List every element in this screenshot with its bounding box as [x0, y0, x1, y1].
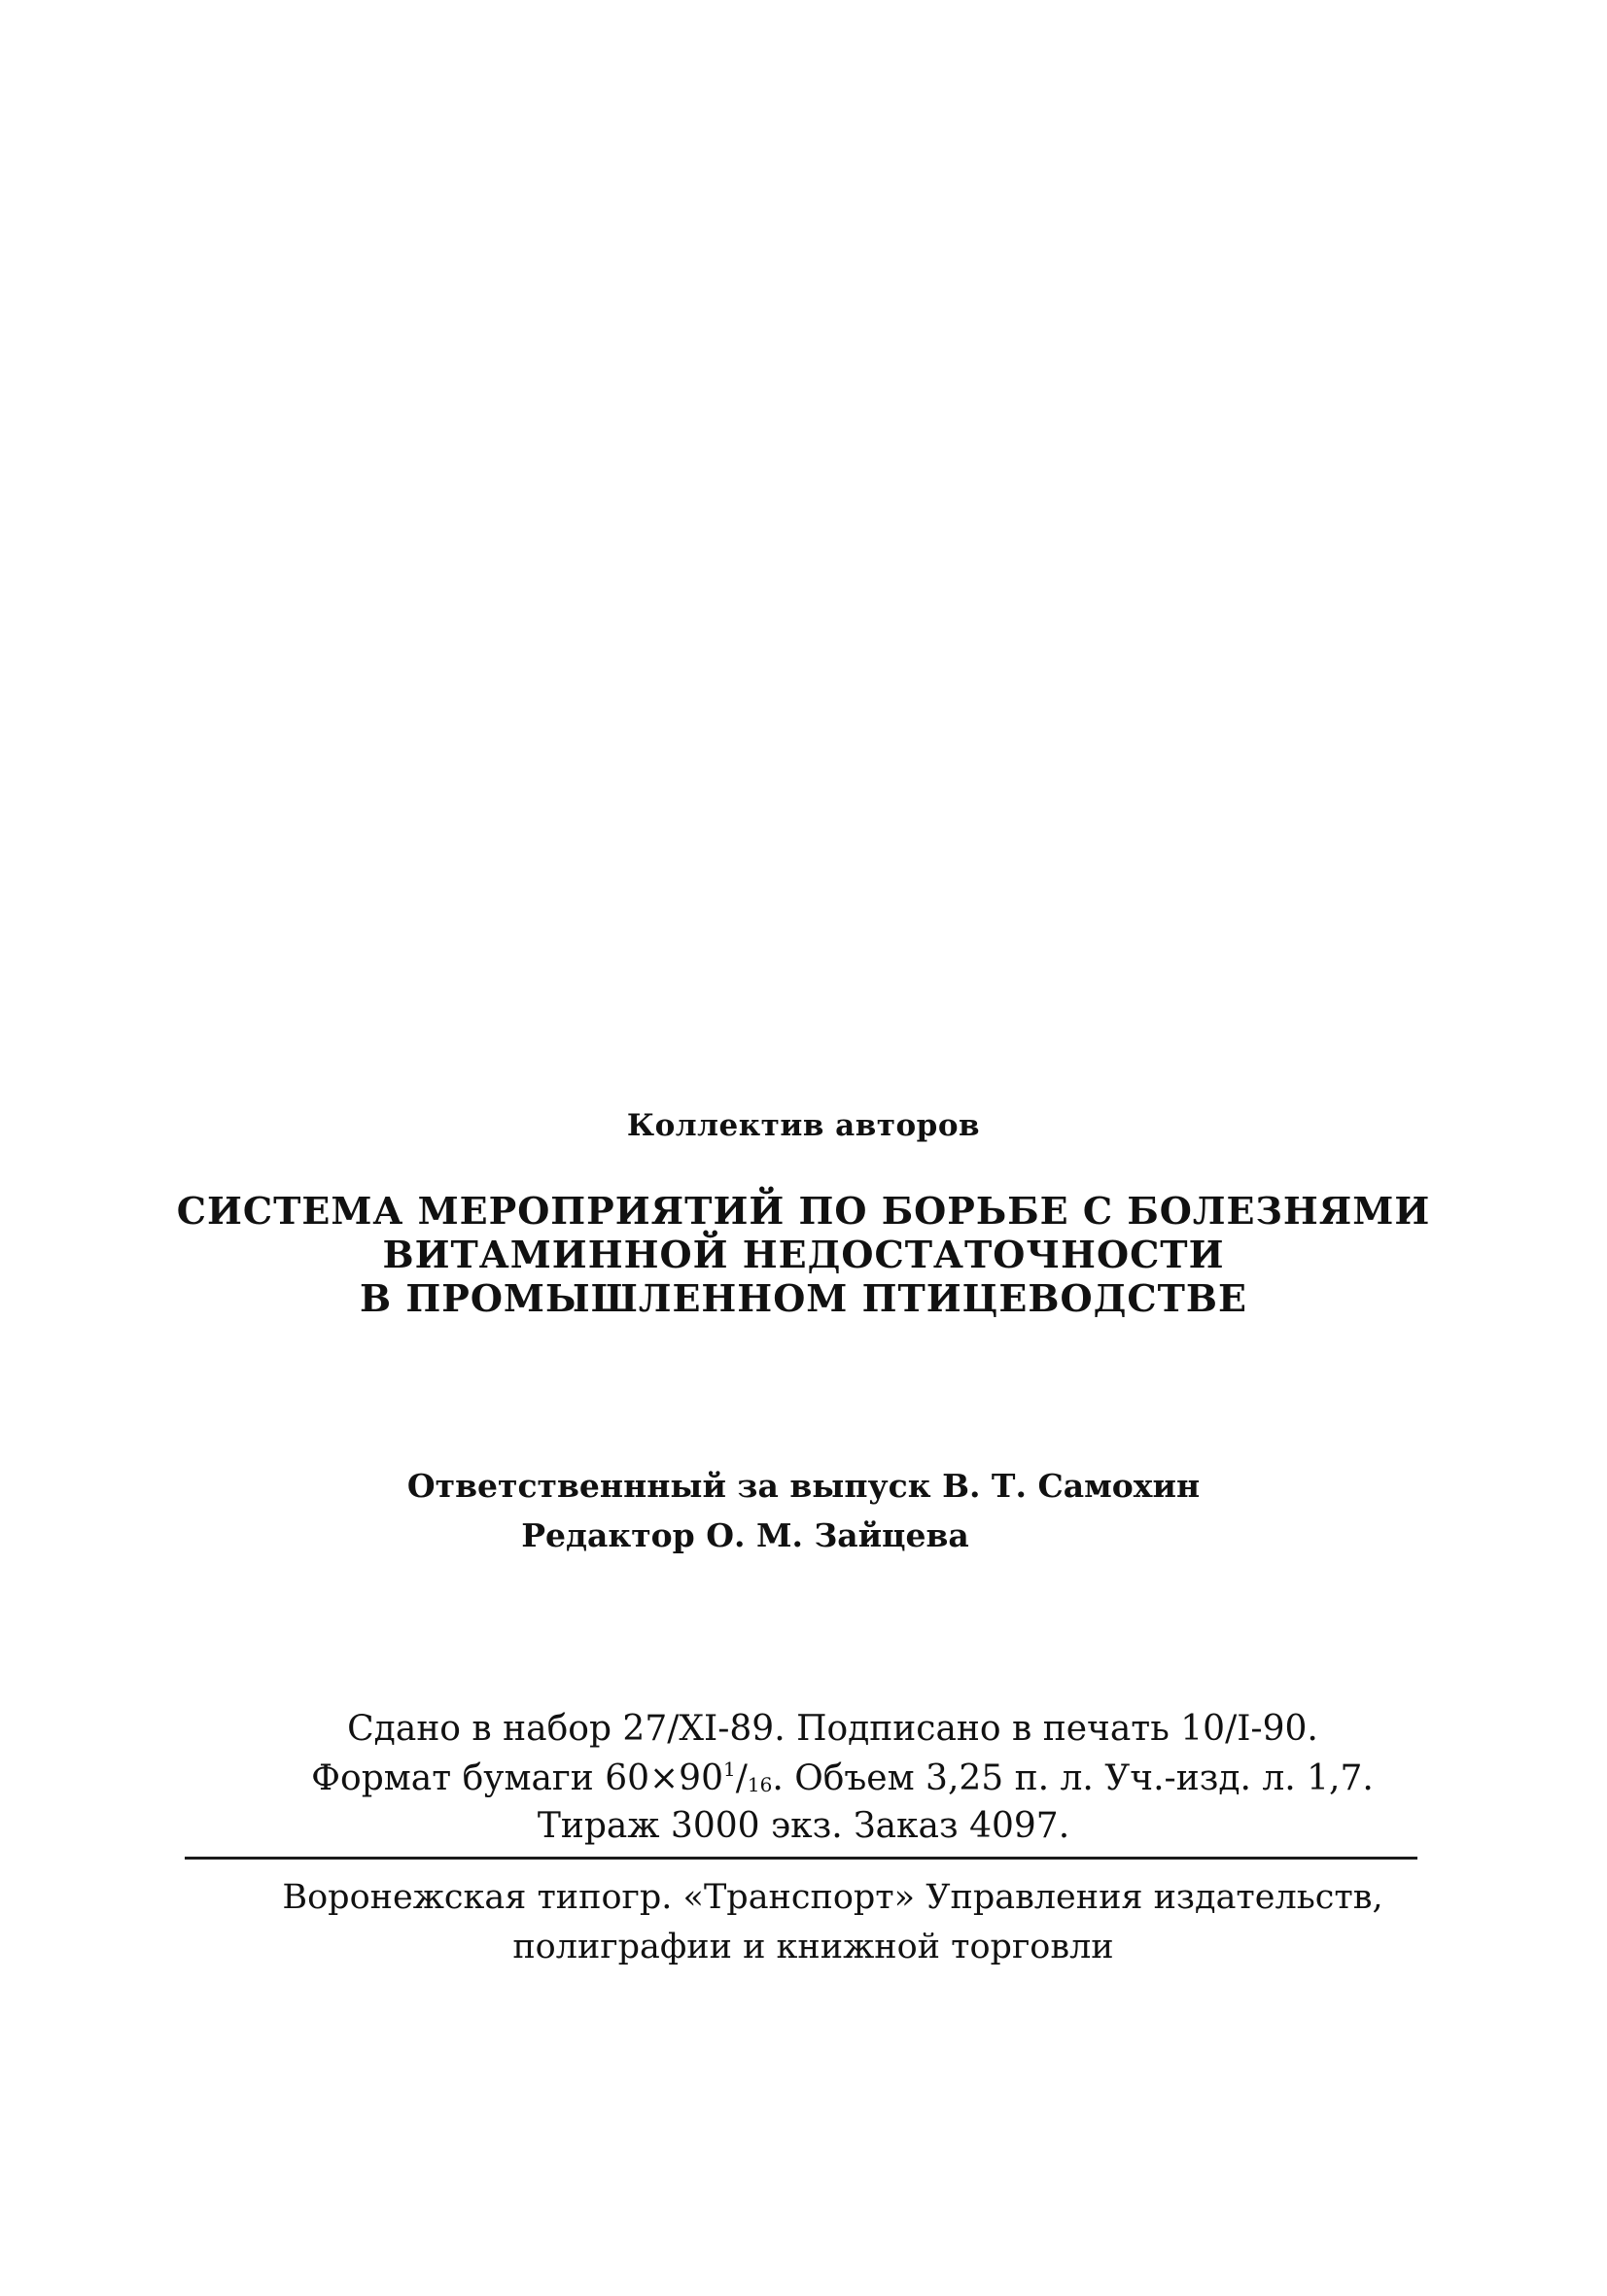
- title-line-3: В ПРОМЫШЛЕННОМ ПТИЦЕВОДСТВЕ: [360, 1276, 1247, 1320]
- title-line-2: ВИТАМИННОЙ НЕДОСТАТОЧНОСТИ: [382, 1233, 1225, 1276]
- imprint-dates: Сдано в набор 27/XI-89. Подписано в печать 10/I-90.: [347, 1709, 1318, 1749]
- authors-label: Коллектив авторов: [626, 1108, 981, 1143]
- imprint-format-prefix: Формат бумаги 60×90: [311, 1758, 723, 1798]
- responsible-editor-credit: Ответственнный за выпуск В. Т. Самохин: [406, 1467, 1201, 1505]
- imprint-format-suffix: . Объем 3,25 п. л. Уч.-изд. л. 1,7.: [772, 1758, 1374, 1798]
- title-line-1: СИСТЕМА МЕРОПРИЯТИЙ ПО БОРЬБЕ С БОЛЕЗНЯМИ: [176, 1189, 1431, 1233]
- imprint-format: Формат бумаги $60\times 90^1/_{16}$. Объем 3,25 п. л. Уч.-изд. л. 1,7.: [311, 1757, 1374, 1798]
- imprint-run: Тираж 3000 экз. Заказ 4097.: [537, 1806, 1070, 1846]
- divider-rule: [185, 1857, 1417, 1860]
- fraction-denominator: 16: [747, 1773, 773, 1796]
- printer-line-1: Воронежская типогр. «Транспорт» Управления издательств,: [282, 1878, 1383, 1917]
- fraction-numerator: 1: [722, 1757, 736, 1781]
- printer-line-2: полиграфии и книжной торговли: [512, 1928, 1114, 1966]
- editor-credit: Редактор О. М. Зайцева: [521, 1516, 969, 1554]
